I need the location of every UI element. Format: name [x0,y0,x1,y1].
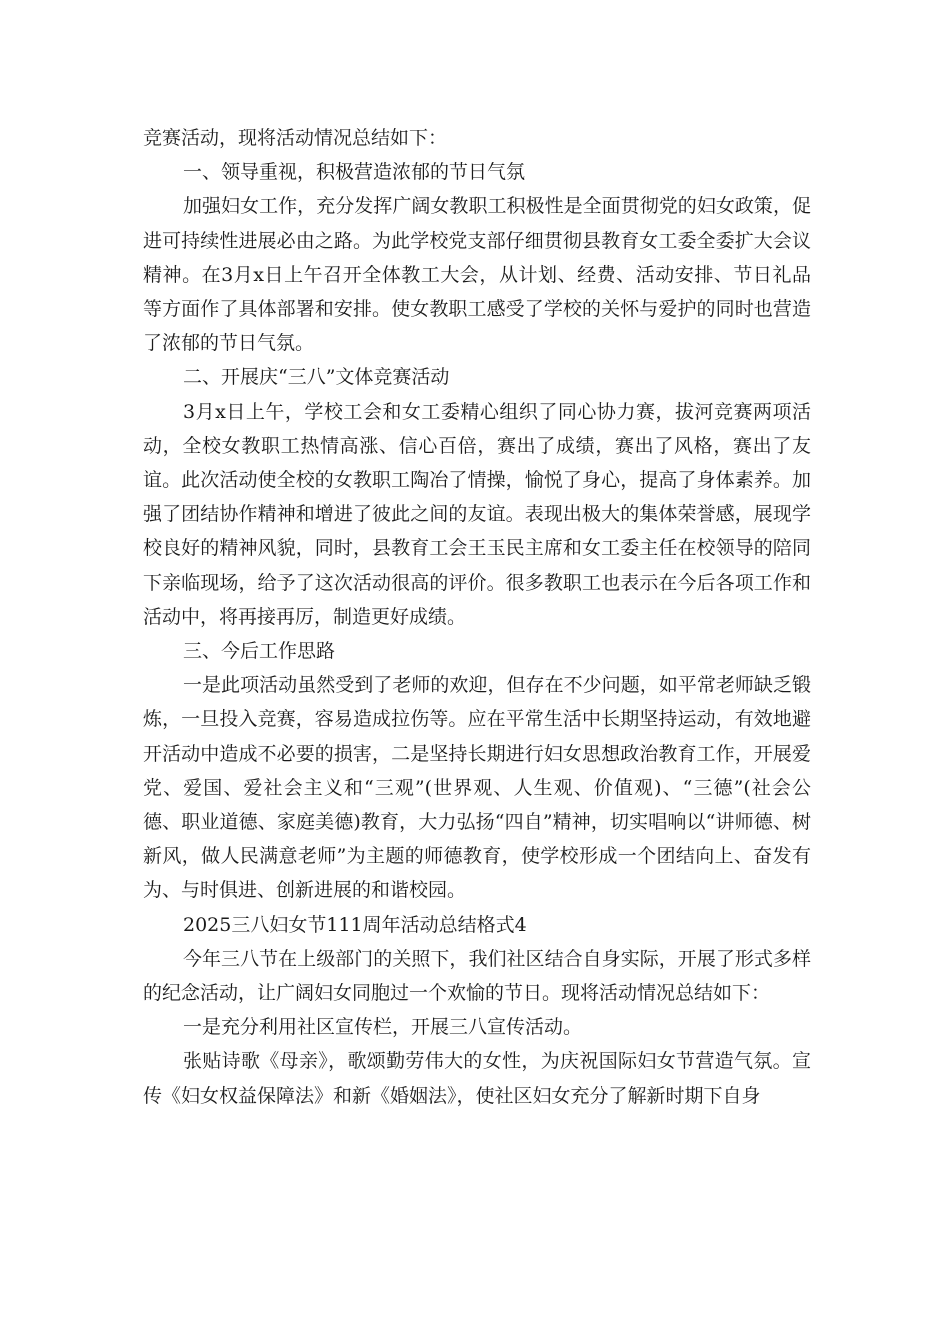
paragraph-point-1-detail: 张贴诗歌《母亲》，歌颂勤劳伟大的女性，为庆祝国际妇女节营造气氛。宣传《妇女权益保障法》和新《婚姻法》，使社区妇女充分了解新时期下自身 [143,1050,811,1107]
section-heading-1: 一、领导重视，积极营造浓郁的节日气氛 [183,161,526,184]
document-body [143,121,811,1113]
document-subtitle: 2025三八妇女节111周年活动总结格式4 [183,913,527,936]
paragraph-section-3: 一是此项活动虽然受到了老师的欢迎，但存在不少问题，如平常老师缺乏锻炼，一旦投入竞赛，容易造成拉伤等。应在平常生活中长期坚持运动，有效地避开活动中造成不必要的损害，二是坚持长期进行妇女思想政治教育工作，开展爱党、爱国、爱社会主义和“三观”(世界观、人生观、价值观)、“三德”(社会公德、职业道德、家庭美德)教育，大力弘扬“四自”精神，切实唱响以“讲师德、树新风，做人民满意老师”为主题的师德教育，使学校形成一个团结向上、奋发有为、与时俱进、创新进展的和谐校园。 [143,674,811,902]
paragraph-section-1: 加强妇女工作，充分发挥广阔女教职工积极性是全面贯彻党的妇女政策，促进可持续性进展必由之路。为此学校党支部仔细贯彻县教育女工委全委扩大会议精神。在3月x日上午召开全体教工大会，从计划、经费、活动安排、节日礼品等方面作了具体部署和安排。使女教职工感受了学校的关怀与爱护的同时也营造了浓郁的节日气氛。 [143,195,811,355]
section-heading-2: 二、开展庆“三八”文体竞赛活动 [183,366,450,389]
section-heading-3: 三、今后工作思路 [183,640,336,663]
paragraph-intro-continuation: 竞赛活动，现将活动情况总结如下： [143,127,448,149]
paragraph-point-1: 一是充分利用社区宣传栏，开展三八宣传活动。 [183,1016,583,1039]
paragraph-summary-intro: 今年三八节在上级部门的关照下，我们社区结合自身实际，开展了形式多样的纪念活动，让广阔妇女同胞过一个欢愉的节日。现将活动情况总结如下： [143,947,811,1005]
paragraph-section-2: 3月x日上午，学校工会和女工委精心组织了同心协力赛，拔河竞赛两项活动，全校女教职工热情高涨、信心百倍，赛出了成绩，赛出了风格，赛出了友谊。此次活动使全校的女教职工陶冶了情操，愉悦了身心，提高了身体素养。加强了团结协作精神和增进了彼此之间的友谊。表现出极大的集体荣誉感，展现学校良好的精神风貌，同时，县教育工会王玉民主席和女工委主任在校领导的陪同下亲临现场，给予了这次活动很高的评价。很多教职工也表示在今后各项工作和活动中，将再接再厉，制造更好成绩。 [143,400,811,628]
